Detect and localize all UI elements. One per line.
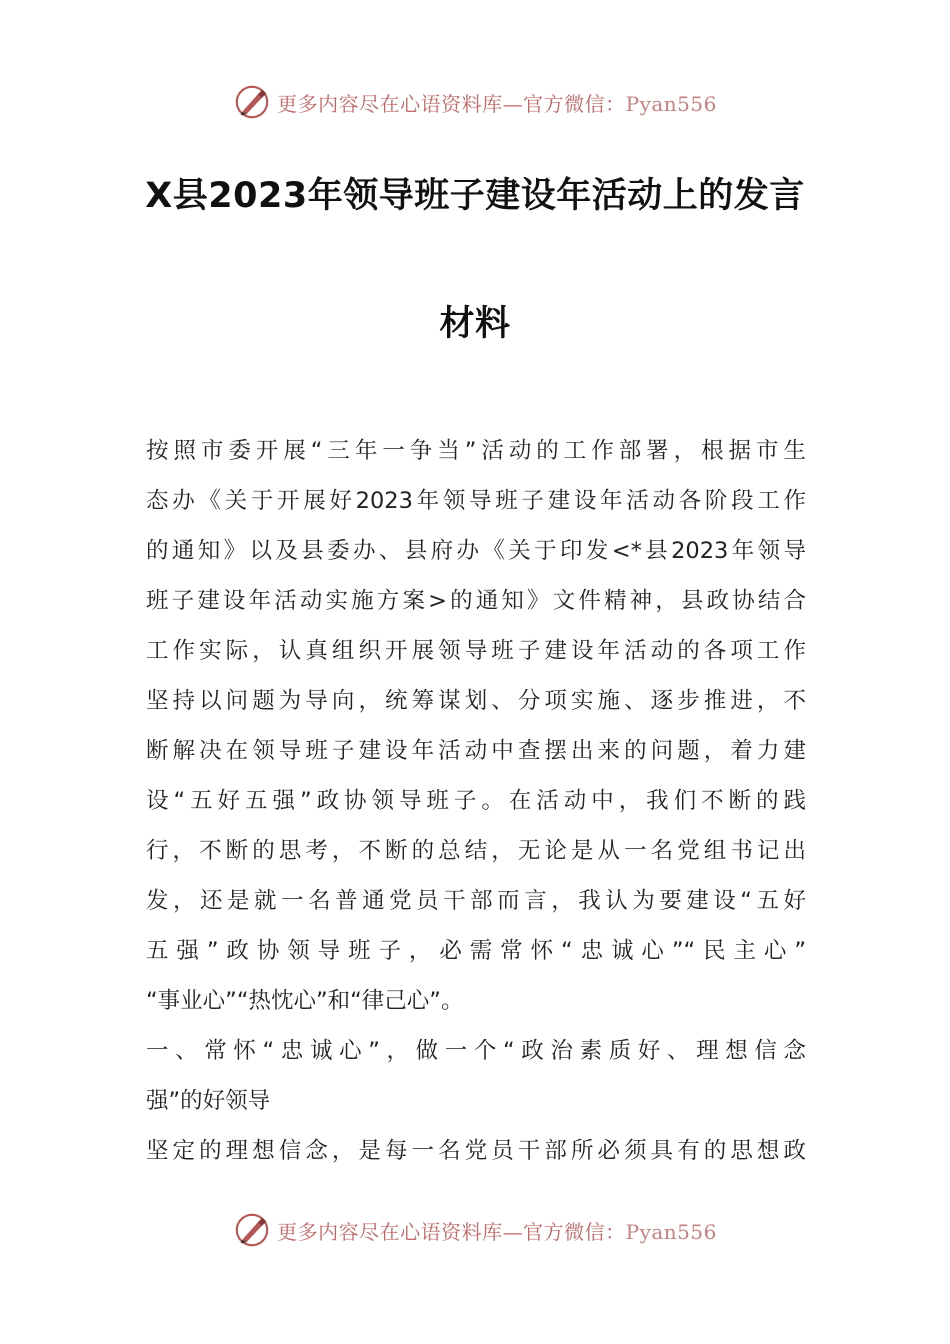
body-line: 的通知》以及县委办、县府办《关于印发<*县2023年领导 bbox=[146, 538, 806, 564]
pen-logo-icon bbox=[233, 83, 271, 121]
body-line: 班子建设年活动实施方案>的通知》文件精神，县政协结合 bbox=[146, 588, 806, 614]
body-line: 行，不断的思考，不断的总结，无论是从一名党组书记出 bbox=[146, 838, 806, 864]
section-heading-line: 一、常怀“忠诚心”，做一个“政治素质好、理想信念 bbox=[146, 1038, 806, 1064]
body-line: 发，还是就一名普通党员干部而言，我认为要建设“五好 bbox=[146, 888, 806, 914]
header-watermark-banner bbox=[0, 80, 950, 124]
document-title-line-2: 材料 bbox=[439, 304, 511, 344]
body-line: “事业心”“热忱心”和“律己心”。 bbox=[146, 988, 464, 1014]
pen-logo-icon bbox=[233, 1211, 271, 1249]
header-watermark-label: 更多内容尽在心语资料库—官方微信： bbox=[277, 91, 626, 116]
body-line: 工作实际，认真组织开展领导班子建设年活动的各项工作 bbox=[146, 638, 806, 664]
body-line: 五强”政协领导班子，必需常怀“忠诚心”“民主心” bbox=[146, 938, 806, 964]
body-line: 坚持以问题为导向，统筹谋划、分项实施、逐步推进，不 bbox=[146, 688, 806, 714]
header-wechat-id: Pyan556 bbox=[625, 91, 717, 116]
header-watermark-text bbox=[277, 88, 717, 117]
body-line: 设“五好五强”政协领导班子。在活动中，我们不断的践 bbox=[146, 788, 806, 814]
body-line: 态办《关于开展好2023年领导班子建设年活动各阶段工作 bbox=[146, 488, 806, 514]
body-line: 坚定的理想信念，是每一名党员干部所必须具有的思想政 bbox=[146, 1138, 806, 1164]
footer-watermark-label: 更多内容尽在心语资料库—官方微信： bbox=[277, 1219, 626, 1244]
body-line: 按照市委开展“三年一争当”活动的工作部署，根据市生 bbox=[146, 438, 806, 464]
body-line: 断解决在领导班子建设年活动中查摆出来的问题，着力建 bbox=[146, 738, 806, 764]
footer-watermark-banner bbox=[0, 1208, 950, 1252]
footer-watermark-text bbox=[277, 1216, 717, 1245]
document-body bbox=[146, 426, 806, 1176]
section-heading-line: 强”的好领导 bbox=[146, 1088, 271, 1114]
document-title-line-1: X县2023年领导班子建设年活动上的发言 bbox=[145, 176, 805, 216]
footer-wechat-id: Pyan556 bbox=[625, 1219, 717, 1244]
